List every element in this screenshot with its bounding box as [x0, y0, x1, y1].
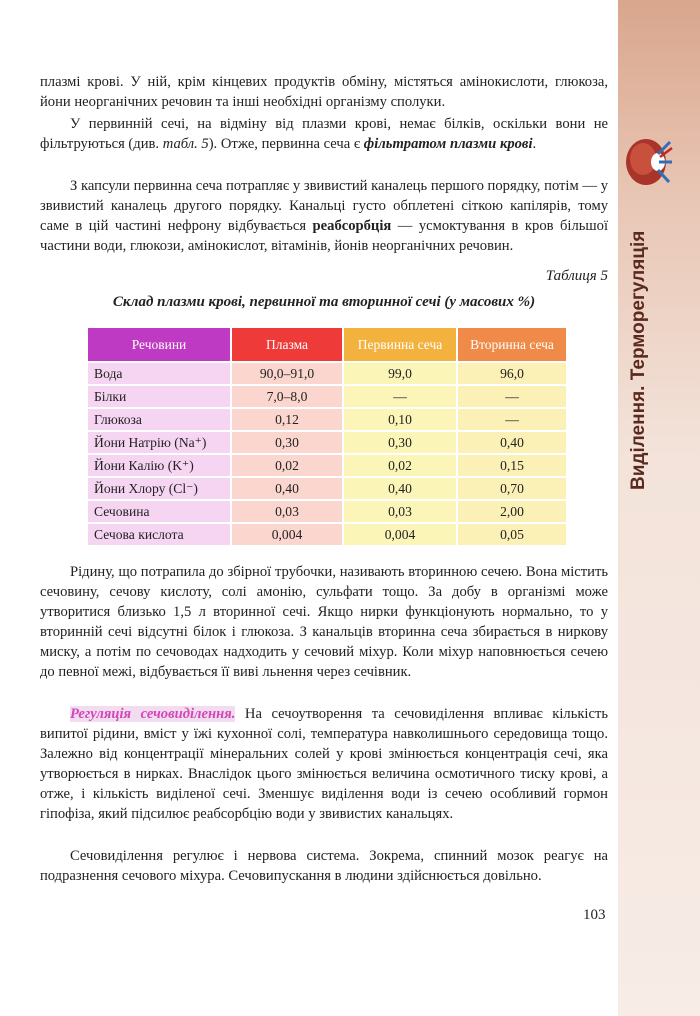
- table-row: [88, 478, 566, 499]
- header-cell: Речовини: [88, 328, 230, 361]
- paragraph-4: Рідину, що потрапила до збірної трубочки, називають вторинною сечею. Вона містить сечовину, сечову кислоту, солі амонію, сульфати тощо. За добу в організмі може утворитися близько 1,5 л вторинної сечі. Якщо нирки функціонують нормально, то у вторинній сечі відсутні білок і глюкоза. З канальців вторинна сеча збирається в ниркову миску, а потім по сечоводах надходить у сечовий міхур. Коли міхур наповнюється сечею до певної межі, відбувається її виві льнення через сечівник.: [40, 564, 608, 680]
- table-cell: 0,004: [232, 524, 342, 545]
- table-cell: 7,0–8,0: [232, 386, 342, 407]
- composition-table: [86, 326, 568, 547]
- table-row: [88, 455, 566, 476]
- table-cell: 0,40: [232, 478, 342, 499]
- table-title: Склад плазми крові, первинної та вторинної сечі (у масових %): [112, 294, 536, 310]
- table-cell: 99,0: [344, 363, 456, 384]
- table-cell: Глюкоза: [88, 409, 230, 430]
- table-cell: Вода: [88, 363, 230, 384]
- table-cell: —: [458, 386, 566, 407]
- header-cell: Плазма: [232, 328, 342, 361]
- paragraph-1: плазмі крові. У ній, крім кінцевих продуктів обміну, містяться амінокислоти, глюкоза, йони неорганічних речовин та інші необхідні організму сполуки.: [40, 74, 608, 110]
- table-row: [88, 432, 566, 453]
- table-cell: 0,40: [344, 478, 456, 499]
- table-label: Таблиця 5: [545, 268, 608, 284]
- table-cell: 0,30: [344, 432, 456, 453]
- table-cell: 0,15: [458, 455, 566, 476]
- table-cell: 0,10: [344, 409, 456, 430]
- table-row: [88, 363, 566, 384]
- table-cell: 0,03: [344, 501, 456, 522]
- table-cell: 0,30: [232, 432, 342, 453]
- table-row: [88, 386, 566, 407]
- table-cell: 0,02: [232, 455, 342, 476]
- table-cell: Йони Хлору (Cl⁻): [88, 478, 230, 499]
- page-number: 103: [583, 907, 606, 923]
- paragraph-5: Регуляція сечовиділення. На сечоутворення та сечовиділення впливає кількість випитої рідини, вміст у їжі кухонної солі, температура навколишнього середовища тощо. Залежно від концентрації мінеральних солей у крові змінюється концентрація сечі, яка утворюється в нирках. Внаслідок цього змінюється величина осмотичного тиску крові, а отже, і кількість виділеної сечі. Зменшує виділення води із сечею особливий гормон гіпофіза, який підсилює реабсорбцію води у звивистих канальцях.: [40, 706, 609, 822]
- table-row: [88, 524, 566, 545]
- chapter-title: Виділення. Терморегуляція: [628, 230, 649, 490]
- table-cell: Сечовина: [88, 501, 230, 522]
- paragraph-3: З капсули первинна сеча потрапляє у звивистий каналець першого порядку, потім — у звивистий каналець другого порядку. Канальці густо обплетені сіткою капілярів, тому саме в цій частині нефрону відбувається реабсорбція — усмоктування в кров більшої частини води, глюкози, амінокислот, вітамінів, йонів неорганічних речовин.: [40, 178, 609, 254]
- table-cell: —: [344, 386, 456, 407]
- table-row: [88, 501, 566, 522]
- table-cell: Сечова кислота: [88, 524, 230, 545]
- table-cell: 0,12: [232, 409, 342, 430]
- table-cell: Йони Натрію (Na⁺): [88, 432, 230, 453]
- table-cell: Білки: [88, 386, 230, 407]
- header-cell: Вторинна сеча: [458, 328, 566, 361]
- table-cell: 0,05: [458, 524, 566, 545]
- paragraph-6: Сечовиділення регулює і нервова система. Зокрема, спинний мозок реагує на подразнення сечового міхура. Сечовипускання в людини здійснюється довільно.: [40, 848, 608, 884]
- table-cell: 96,0: [458, 363, 566, 384]
- table-row: [88, 409, 566, 430]
- section-heading: Регуляція сечовиділення.: [70, 706, 236, 722]
- table-cell: 2,00: [458, 501, 566, 522]
- paragraph-2: У первинній сечі, на відміну від плазми крові, немає білків, оскільки вони не фільтруються (див. табл. 5). Отже, первинна сеча є фільтратом плазми крові.: [40, 116, 608, 152]
- table-cell: 0,02: [344, 455, 456, 476]
- kidney-icon: [622, 132, 674, 188]
- table-cell: 90,0–91,0: [232, 363, 342, 384]
- table-header-row: [88, 328, 566, 361]
- table-cell: Йони Калію (K⁺): [88, 455, 230, 476]
- table-cell: 0,03: [232, 501, 342, 522]
- table-cell: 0,004: [344, 524, 456, 545]
- table-cell: 0,70: [458, 478, 566, 499]
- table-cell: 0,40: [458, 432, 566, 453]
- table-cell: —: [458, 409, 566, 430]
- header-cell: Первинна сеча: [344, 328, 456, 361]
